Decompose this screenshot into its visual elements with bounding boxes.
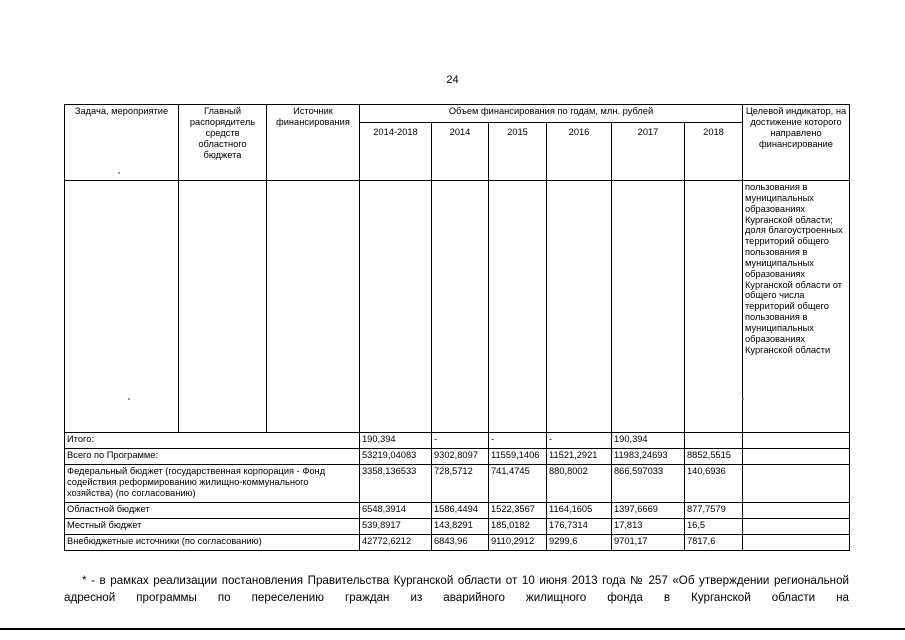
value-cell: 6843,96 [432, 535, 489, 551]
empty-cell [743, 519, 850, 535]
table-row [65, 465, 850, 503]
empty-cell [612, 181, 685, 433]
value-cell: 9302,8097 [432, 449, 489, 465]
scan-speck [128, 398, 130, 400]
header-year: 2015 [489, 123, 547, 181]
value-cell: 3358,136533 [360, 465, 432, 503]
value-cell: 6548,3914 [360, 503, 432, 519]
row-label: Местный бюджет [65, 519, 360, 535]
value-cell: 7817,6 [685, 535, 743, 551]
value-cell: 1164,1605 [547, 503, 612, 519]
value-cell: 728,5712 [432, 465, 489, 503]
header-year: 2017 [612, 123, 685, 181]
value-cell: - [489, 433, 547, 449]
empty-cell [267, 181, 360, 433]
value-cell: 9110,2912 [489, 535, 547, 551]
empty-cell [360, 181, 432, 433]
scan-speck [742, 398, 744, 400]
table-row [65, 503, 850, 519]
header-year: 2018 [685, 123, 743, 181]
table-row [65, 519, 850, 535]
value-cell: 741,4745 [489, 465, 547, 503]
header-task: Задача, мероприятие [65, 105, 179, 181]
header-source: Источник финансирования [267, 105, 360, 181]
value-cell: 185,0182 [489, 519, 547, 535]
continuation-row [65, 181, 850, 433]
value-cell: 190,394 [612, 433, 685, 449]
empty-cell [489, 181, 547, 433]
table-row [65, 433, 850, 449]
value-cell: 877,7579 [685, 503, 743, 519]
empty-cell [743, 433, 850, 449]
value-cell: 140,6936 [685, 465, 743, 503]
indicator-text: пользования в муниципальных образованиях Курганской области; доля благоустроенных территорий общего пользования в муниципальных образованиях Курганской области от общего числа территорий общего пользования в муниципальных образованиях Курганской области [743, 181, 850, 433]
value-cell: 8852,5515 [685, 449, 743, 465]
value-cell [685, 433, 743, 449]
empty-cell [743, 449, 850, 465]
header-year: 2014 [432, 123, 489, 181]
empty-cell [743, 535, 850, 551]
empty-cell [685, 181, 743, 433]
value-cell: 190,394 [360, 433, 432, 449]
value-cell: 1397,6669 [612, 503, 685, 519]
header-indicator: Целевой индикатор, на достижение которого направлено финансирование [743, 105, 850, 181]
value-cell: 539,8917 [360, 519, 432, 535]
row-label: Всего по Программе: [65, 449, 360, 465]
value-cell: 17,813 [612, 519, 685, 535]
row-label: Итого: [65, 433, 360, 449]
row-label: Областной бюджет [65, 503, 360, 519]
header-year: 2016 [547, 123, 612, 181]
empty-cell [743, 503, 850, 519]
value-cell: 9701,17 [612, 535, 685, 551]
value-cell: 11983,24693 [612, 449, 685, 465]
value-cell: 1522,3567 [489, 503, 547, 519]
page-bottom-rule [0, 628, 905, 630]
value-cell: 16,5 [685, 519, 743, 535]
value-cell: 1586,4494 [432, 503, 489, 519]
empty-cell [179, 181, 267, 433]
header-volume: Объем финансирования по годам, млн. рублей [360, 105, 743, 123]
value-cell: - [547, 433, 612, 449]
footnote: * - в рамках реализации постановления Правительства Курганской области от 10 июня 2013 года № 257 «Об утверждении региональной адресной программы по переселению граждан из аварийного жилищного фонда в Курганской области на [64, 574, 849, 604]
row-label: Федеральный бюджет (государственная корпорация - Фонд содействия реформированию жилищно-коммунального хозяйства) (по согласованию) [65, 465, 360, 503]
value-cell: 53219,04083 [360, 449, 432, 465]
table-row [65, 449, 850, 465]
empty-cell [65, 181, 179, 433]
empty-cell [547, 181, 612, 433]
value-cell: - [432, 433, 489, 449]
value-cell: 143,8291 [432, 519, 489, 535]
financing-table [64, 104, 850, 551]
header-year: 2014-2018 [360, 123, 432, 181]
value-cell: 11559,1406 [489, 449, 547, 465]
value-cell: 880,8002 [547, 465, 612, 503]
value-cell: 9299,6 [547, 535, 612, 551]
header-manager: Главный распорядитель средств областного бюджета [179, 105, 267, 181]
empty-cell [432, 181, 489, 433]
page-number: 24 [446, 74, 459, 86]
value-cell: 866,597033 [612, 465, 685, 503]
empty-cell [743, 465, 850, 503]
scan-speck [118, 172, 120, 174]
table-row [65, 535, 850, 551]
value-cell: 11521,2921 [547, 449, 612, 465]
value-cell: 42772,6212 [360, 535, 432, 551]
value-cell: 176,7314 [547, 519, 612, 535]
row-label: Внебюджетные источники (по согласованию) [65, 535, 360, 551]
